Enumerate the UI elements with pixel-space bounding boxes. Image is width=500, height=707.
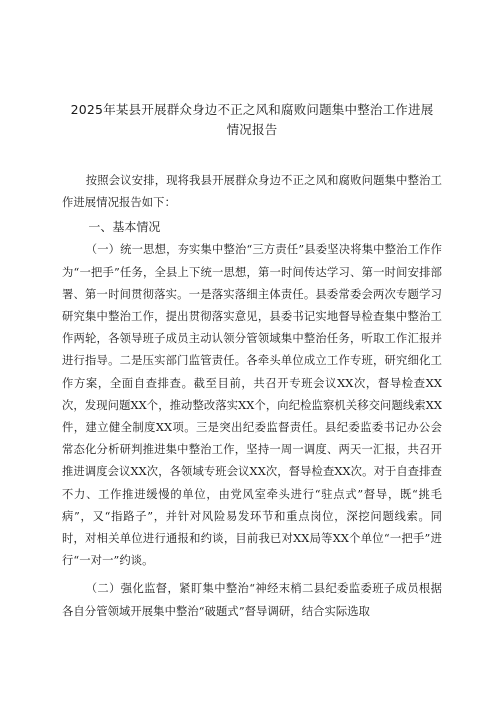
document-title bbox=[62, 100, 442, 140]
title-line-2: 情况报告 bbox=[226, 122, 278, 137]
paragraph-unify-thinking: （一）统一思想，夯实集中整治“三方责任”县委坚决将集中整治工作作为“一把手”任务，全县上下统一思想，第一时间传达学习、第一时间安排部署、第一时间贯彻落实。一是落实落细主体责任。县委常委会两次专题学习研究集中整治工作，提出贯彻落实意见，县委书记实地督导检查集中整治工作两轮，各领导班子成员主动认领分管领域集中整治任务，听取工作汇报并进行指导。二是压实部门监管责任。各牵头单位成立工作专班，研究细化工作方案，全面自查排查。截至目前，共召开专班会议XX次，督导检查XX次，发现问题XX个，推动整改落实XX个，向纪检监察机关移交问题线索XX件，建立健全制度XX项。三是突出纪委监督责任。县纪委监委书记办公会常态化分析研判推进集中整治工作，坚持一周一调度、两天一汇报，共召开推进调度会议XX次，各领域专班会议XX次，督导检查XX次。对于自查排查不力、工作推进缓慢的单位，由党风室牵头进行“驻点式”督导，既“挑毛病”，又“指路子”，并针对风险易发环节和重点岗位，深挖问题线索。同时，对相关单位进行通报和约谈，目前我已对XX局等XX个单位“一把手”进行“一对一”约谈。 bbox=[62, 243, 442, 568]
title-line-1: 2025年某县开展群众身边不正之风和腐败问题集中整治工作进展 bbox=[70, 102, 434, 117]
intro-paragraph: 按照会议安排，现将我县开展群众身边不正之风和腐败问题集中整治工作进展情况报告如下： bbox=[62, 174, 442, 210]
section-heading-basic-situation: 一、基本情况 bbox=[88, 220, 161, 235]
paragraph-strengthen-supervision: （二）强化监督，紧盯集中整治“神经末梢二县纪委监委班子成员根据各自分管领域开展集中整治“破题式”督导调研，结合实际选取 bbox=[62, 582, 442, 618]
